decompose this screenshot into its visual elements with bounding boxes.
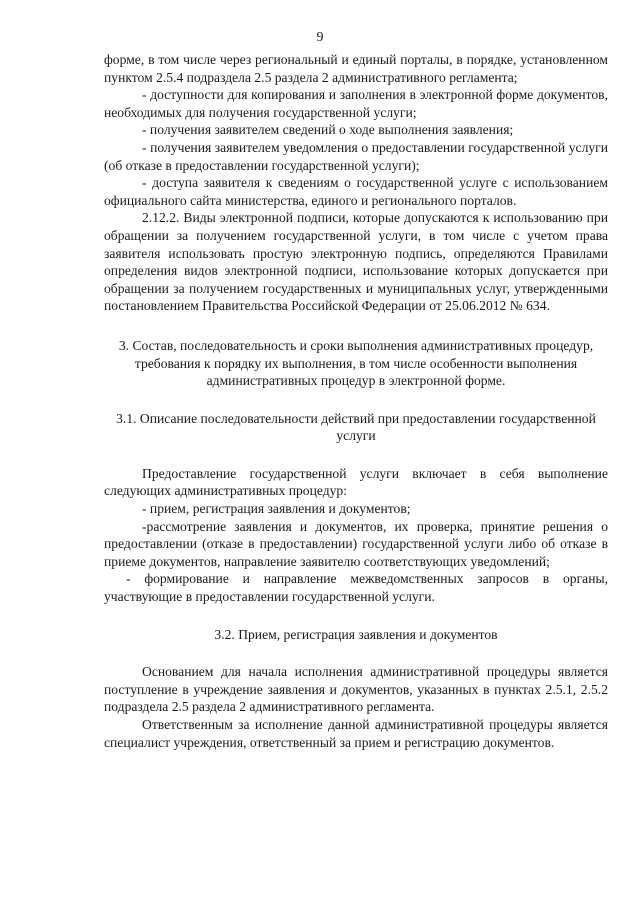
list-item-notification: - получения заявителем уведомления о предоставлении государственной услуги (об отказе в предоставлении государственной услуги); xyxy=(104,139,608,173)
paragraph-procedures-intro: Предоставление государственной услуги включает в себя выполнение следующих административных процедур: xyxy=(104,465,608,499)
paragraph-continuation: форме, в том числе через региональный и единый порталы, в порядке, установленном пунктом 2.5.4 подраздела 2.5 раздела 2 административного регламента; xyxy=(104,52,608,85)
list-item-copy-availability: - доступности для копирования и заполнения в электронной форме документов, необходимых для получения государственной услуги; xyxy=(104,87,608,120)
paragraph-procedure-basis: Основанием для начала исполнения административной процедуры является поступление в учреждение заявления и документов, указанных в пунктах 2.5.1, 2.5.2 подраздела 2.5 раздела 2 административного регламента. xyxy=(104,664,608,715)
list-item-status-info: - получения заявителем сведений о ходе выполнения заявления; xyxy=(142,122,514,138)
list-item-website-access: - доступа заявителя к сведениям о государственной услуге с использованием официального сайта министерства, единого и регионального порталов. xyxy=(104,175,608,208)
document-body xyxy=(104,51,608,751)
section-3-title: 3. Состав, последовательность и сроки выполнения административных процедур, требования к порядку их выполнения, в том числе особенности выполнения административных процедур в электронной форме. xyxy=(118,337,594,389)
section-3-1-title: 3.1. Описание последовательности действий при предоставлении государственной услуги xyxy=(116,410,596,444)
list-item-interagency-requests: - формирование и направление межведомственных запросов в органы, участвующие в предоставлении государственной услуги. xyxy=(104,571,608,605)
paragraph-responsible-person: Ответственным за исполнение данной административной процедуры является специалист учреждения, ответственный за прием и регистрацию документов. xyxy=(104,717,608,750)
paragraph-electronic-signature: 2.12.2. Виды электронной подписи, которые допускаются к использованию при обращении за получением государственной услуги, в том числе с учетом права заявителя использовать простую электронную подпись, определяются Правилами определения видов электронной подписи, использование которых допускается при обращении за получением государственных и муниципальных услуг, утвержденными постановлением Правительства Российской Федерации от 25.06.2012 № 634. xyxy=(104,210,608,314)
section-3-2-title: 3.2. Прием, регистрация заявления и документов xyxy=(214,626,498,642)
list-item-reception: - прием, регистрация заявления и документов; xyxy=(142,501,411,517)
page-number: 9 xyxy=(316,30,324,45)
list-item-review: -рассмотрение заявления и документов, их проверка, принятие решения о предоставлении (отказе в предоставлении) государственной услуги либо об отказе в приеме документов, направление заявителю соответствующих уведомлений; xyxy=(104,518,608,569)
